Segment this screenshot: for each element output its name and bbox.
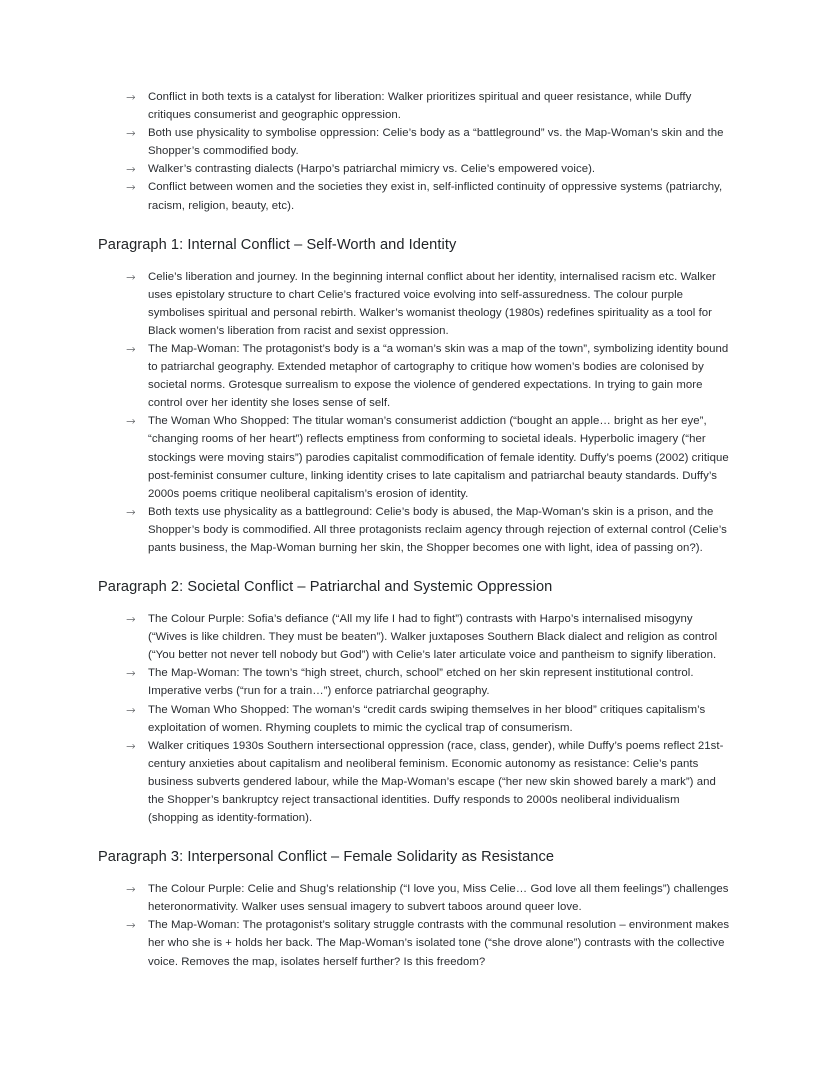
- section-heading: Paragraph 2: Societal Conflict – Patriarchal and Systemic Oppression: [98, 579, 553, 596]
- section-bullet-list: [98, 268, 730, 558]
- section-spacer: [98, 827, 730, 848]
- document-section: [98, 215, 730, 557]
- arrow-right-icon: →: [126, 126, 136, 141]
- list-item: [126, 88, 730, 124]
- list-item: [126, 268, 730, 340]
- section-spacer: [98, 557, 730, 578]
- arrow-right-icon: →: [126, 162, 136, 177]
- list-item-text: Conflict between women and the societies they exist in, self-inflicted continuity of oppressive systems (patriarchy, racism, religion, beauty, etc).: [148, 181, 723, 212]
- list-item: [126, 701, 730, 737]
- list-item: [126, 880, 730, 916]
- intro-bullet-list: [98, 88, 730, 215]
- arrow-right-icon: →: [126, 342, 136, 356]
- list-item-text: The Woman Who Shopped: The woman’s “credit cards swiping themselves in her blood” critiques capitalism’s exploitation of women. Rhyming couplets to mimic the cyclical trap of consumerism.: [148, 703, 706, 734]
- arrow-right-icon: →: [126, 612, 136, 627]
- list-item-text: The Colour Purple: Celie and Shug’s relationship (“I love you, Miss Celie… God love all them feelings”) challenges heteronormativity. Walker uses sensual imagery to subvert taboos around queer love.: [148, 883, 729, 914]
- heading-gap: [98, 871, 730, 880]
- arrow-right-icon: →: [126, 882, 136, 897]
- arrow-right-icon: →: [126, 504, 136, 519]
- section-heading-block: [98, 236, 730, 255]
- arrow-right-icon: →: [126, 666, 136, 681]
- list-item: [126, 340, 730, 412]
- arrow-right-icon: →: [126, 918, 136, 933]
- list-item-text: The Colour Purple: Sofia’s defiance (“All my life I had to fight”) contrasts with Harpo’s internalised misogyny (“Wives is like children. They must be beaten”). Walker juxtaposes Southern Black dialect and religion as control (“You better not never tell nobody but God”) with Celie’s later articulate voice and pantheism to signify liberation.: [148, 613, 718, 662]
- list-item-text: The Map-Woman: The town’s “high street, church, school” etched on her skin represent institutional control. Imperative verbs (“run for a train…”) enforce patriarchal geography.: [148, 667, 694, 698]
- list-item: [126, 124, 730, 160]
- section-heading: Paragraph 1: Internal Conflict – Self-Worth and Identity: [98, 236, 457, 253]
- arrow-right-icon: →: [126, 738, 136, 753]
- list-item: [126, 178, 730, 214]
- arrow-right-icon: →: [126, 702, 136, 717]
- document-section: [98, 827, 730, 970]
- list-item-text: Both use physicality to symbolise oppression: Celie’s body as a “battleground” vs. the Map-Woman’s skin and the Shopper’s commodified body.: [148, 127, 724, 158]
- list-item: [126, 412, 730, 502]
- list-item-text: The Woman Who Shopped: The titular woman’s consumerist addiction (“bought an apple… bright as her eye”, “changing rooms of her heart”) reflects emptiness from conforming to societal ideals. Hyperbolic imagery (“her stockings were moving stairs”) parodies capitalist commodification of female identity. Duffy’s poems (2002) critique post-feminist consumer culture, linking identity crises to late capitalism and patriarchal beauty standards. Duffy’s 2000s poems critique neoliberal capitalism’s erosion of identity.: [148, 415, 729, 500]
- heading-gap: [98, 259, 730, 268]
- list-item-text: Both texts use physicality as a battleground: Celie’s body is abused, the Map-Woman’s skin is a prison, and the Shopper’s body is commodified. All three protagonists reclaim agency through rejection of external control (Celie’s pants business, the Map-Woman burning her skin, the Shopper becomes one with light, idea of passing on?).: [148, 505, 727, 555]
- list-item-text: Conflict in both texts is a catalyst for liberation: Walker prioritizes spiritual and queer resistance, while Duffy critiques consumerist and geographic oppression.: [148, 91, 692, 122]
- list-item: [126, 916, 730, 970]
- document-content: [98, 88, 730, 971]
- document-section: [98, 557, 730, 827]
- list-item: [126, 737, 730, 827]
- section-bullet-list: [98, 880, 730, 970]
- list-item-text: Walker’s contrasting dialects (Harpo’s patriarchal mimicry vs. Celie’s empowered voice).: [148, 163, 596, 176]
- section-heading-block: [98, 848, 730, 867]
- list-item: [126, 664, 730, 700]
- heading-gap: [98, 601, 730, 610]
- arrow-right-icon: →: [126, 414, 136, 429]
- list-item-text: Walker critiques 1930s Southern intersectional oppression (race, class, gender), while Duffy’s poems reflect 21st-century anxieties about capitalism and neoliberal feminism. Economic autonomy as resistance: Celie’s pants business subverts gendered labour, while the Map-Woman’s escape (“her new skin showed barely a mark”) and the Shopper’s bankruptcy reject transactional identities. Duffy responds to 2000s neoliberal individualism (shopping as identity-formation).: [148, 739, 724, 825]
- list-item: [126, 610, 730, 664]
- section-heading-block: [98, 578, 730, 597]
- list-item-text: The Map-Woman: The protagonist’s body is a “a woman’s skin was a map of the town”, symbolizing identity bound to patriarchal geography. Extended metaphor of cartography to critique how women’s bodies are colonised by societal norms. Grotesque surrealism to expose the violence of gendered expectations. In trying to gain more control over her identity she loses sense of self.: [148, 343, 729, 410]
- section-heading: Paragraph 3: Interpersonal Conflict – Female Solidarity as Resistance: [98, 849, 555, 866]
- arrow-right-icon: →: [126, 90, 136, 104]
- list-item-text: Celie’s liberation and journey. In the beginning internal conflict about her identity, internalised racism etc. Walker uses epistolary structure to chart Celie’s fractured voice evolving into self-assuredness. The colour purple symbolises spiritual and personal rebirth. Walker’s womanist theology (1980s) redefines spirituality as a tool for Black women’s liberation from racist and sexist oppression.: [148, 270, 716, 337]
- sections-container: [98, 215, 730, 971]
- section-bullet-list: [98, 610, 730, 827]
- arrow-right-icon: →: [126, 180, 136, 195]
- list-item-text: The Map-Woman: The protagonist’s solitary struggle contrasts with the communal resolution – environment makes her who she is + holds her back. The Map-Woman’s isolated tone (“she drove alone”) contrasts with the collective voice. Removes the map, isolates herself further? Is this freedom?: [148, 919, 730, 968]
- list-item: [126, 503, 730, 557]
- section-spacer: [98, 215, 730, 236]
- list-item: [126, 160, 730, 178]
- arrow-right-icon: →: [126, 269, 136, 284]
